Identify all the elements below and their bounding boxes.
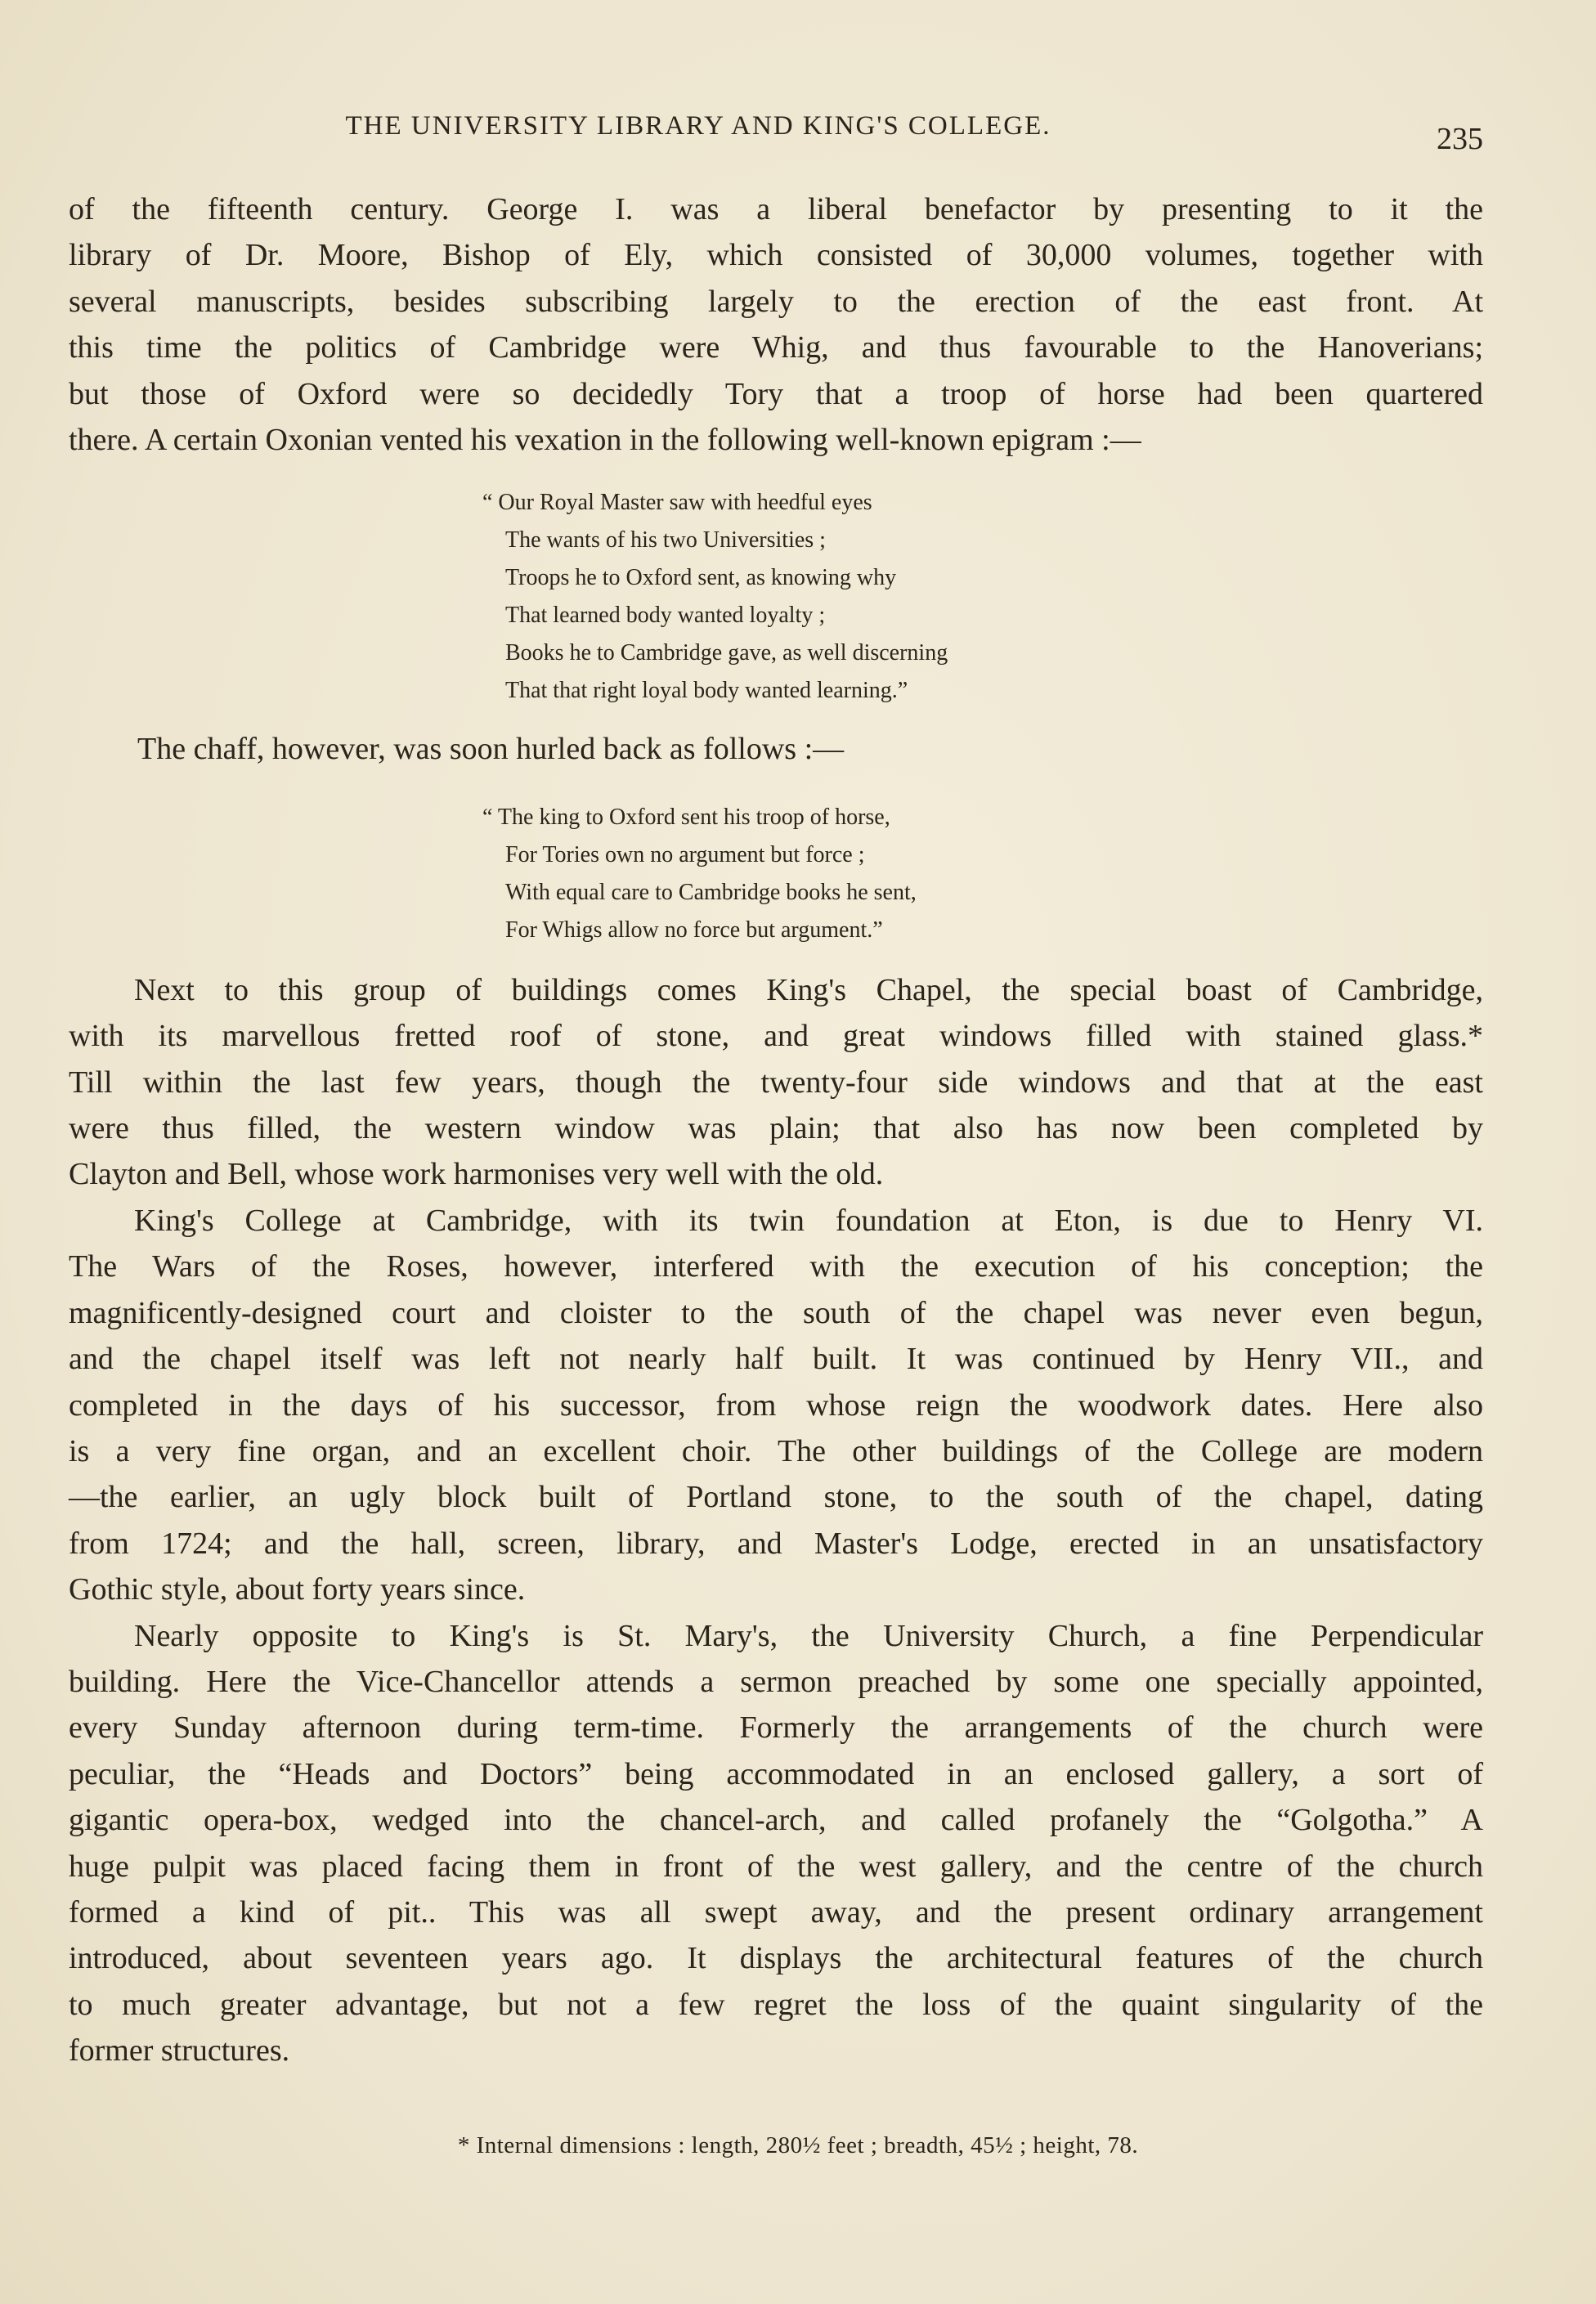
verse-line: Books he to Cambridge gave, as well discerning [505, 640, 948, 666]
page-number: 235 [1437, 122, 1483, 156]
text-line: introduced, about seventeen years ago. It displays the architectural features of the church [69, 1941, 1483, 1976]
text-line: to much greater advantage, but not a few regret the loss of the quaint singularity of the [69, 1987, 1483, 2022]
verse-line: “ Our Royal Master saw with heedful eyes [482, 490, 872, 516]
text-line: were thus filled, the western window was plain; that also has now been completed by [69, 1111, 1483, 1146]
text-line: formed a kind of pit.. This was all swept away, and the present ordinary arrangement [69, 1894, 1483, 1930]
text-line: —the earlier, an ugly block built of Portland stone, to the south of the chapel, dating [69, 1480, 1483, 1515]
text-line: Gothic style, about forty years since. [69, 1572, 526, 1607]
text-line: several manuscripts, besides subscribing largely to the erection of the east front. At [69, 284, 1483, 319]
verse-line: For Tories own no argument but force ; [505, 841, 865, 867]
text-line: library of Dr. Moore, Bishop of Ely, which consisted of 30,000 volumes, together with [69, 238, 1483, 273]
text-line: peculiar, the “Heads and Doctors” being accommodated in an enclosed gallery, a sort of [69, 1756, 1483, 1791]
verse-line: With equal care to Cambridge books he sent, [505, 879, 917, 905]
text-line: every Sunday afternoon during term-time. Formerly the arrangements of the church were [69, 1710, 1483, 1746]
paragraph-3 [69, 1198, 1483, 1613]
text-line: magnificently-designed court and cloister to the south of the chapel was never even begun, [69, 1295, 1483, 1330]
text-line: huge pulpit was placed facing them in front of the west gallery, and the centre of the church [69, 1849, 1483, 1884]
paragraph-1 [69, 186, 1483, 463]
text-line: completed in the days of his successor, from whose reign the woodwork dates. Here also [69, 1387, 1483, 1423]
running-title: THE UNIVERSITY LIBRARY AND KING'S COLLEGE. [345, 111, 1051, 141]
chaff-line: The chaff, however, was soon hurled back as follows :— [137, 732, 845, 767]
text-line: is a very fine organ, and an excellent choir. The other buildings of the College are modern [69, 1433, 1483, 1468]
page-header [69, 111, 1483, 160]
main-text [69, 186, 1483, 2074]
paragraph-2 [69, 967, 1483, 1198]
text-line: former structures. [69, 2033, 290, 2069]
text-line: from 1724; and the hall, screen, library, and Master's Lodge, erected in an unsatisfactory [69, 1526, 1483, 1561]
footnote: * Internal dimensions : length, 280½ feet ; breadth, 45½ ; height, 78. [457, 2132, 1139, 2158]
verse-line: The wants of his two Universities ; [505, 527, 826, 554]
text-line: Clayton and Bell, whose work harmonises very well with the old. [69, 1157, 884, 1192]
text-line: but those of Oxford were so decidedly Tory that a troop of horse had been quartered [69, 376, 1483, 411]
verse-line: For Whigs allow no force but argument.” [505, 917, 883, 943]
verse-line: That learned body wanted loyalty ; [505, 603, 826, 629]
text-line: with its marvellous fretted roof of stone, and great windows filled with stained glass.* [69, 1019, 1483, 1054]
text-line: there. A certain Oxonian vented his vexation in the following well-known epigram :— [69, 423, 1141, 458]
text-line: Nearly opposite to King's is St. Mary's, the University Church, a fine Perpendicular [134, 1618, 1483, 1653]
text-line: Till within the last few years, though the twenty-four side windows and that at the east [69, 1065, 1483, 1100]
verse-line: “ The king to Oxford sent his troop of horse, [482, 804, 890, 830]
text-line: of the fifteenth century. George I. was a liberal benefactor by presenting to it the [69, 192, 1483, 226]
verse-line: That that right loyal body wanted learning.” [505, 678, 908, 704]
text-line: King's College at Cambridge, with its twin foundation at Eton, is due to Henry VI. [134, 1203, 1483, 1238]
paragraph-4 [69, 1613, 1483, 2074]
reply-verse [482, 799, 1483, 949]
text-line: building. Here the Vice-Chancellor attends a sermon preached by some one specially appointed, [69, 1664, 1483, 1699]
text-line: The Wars of the Roses, however, interfered with the execution of his conception; the [69, 1249, 1483, 1284]
text-line: this time the politics of Cambridge were Whig, and thus favourable to the Hanoverians; [69, 330, 1483, 365]
text-line: gigantic opera-box, wedged into the chancel-arch, and called profanely the “Golgotha.” A [69, 1803, 1483, 1838]
epigram-verse [482, 484, 1483, 710]
verse-line: Troops he to Oxford sent, as knowing why [505, 565, 897, 591]
text-line: and the chapel itself was left not nearly half built. It was continued by Henry VII., and [69, 1342, 1483, 1377]
text-line: Next to this group of buildings comes King's Chapel, the special boast of Cambridge, [134, 972, 1483, 1007]
